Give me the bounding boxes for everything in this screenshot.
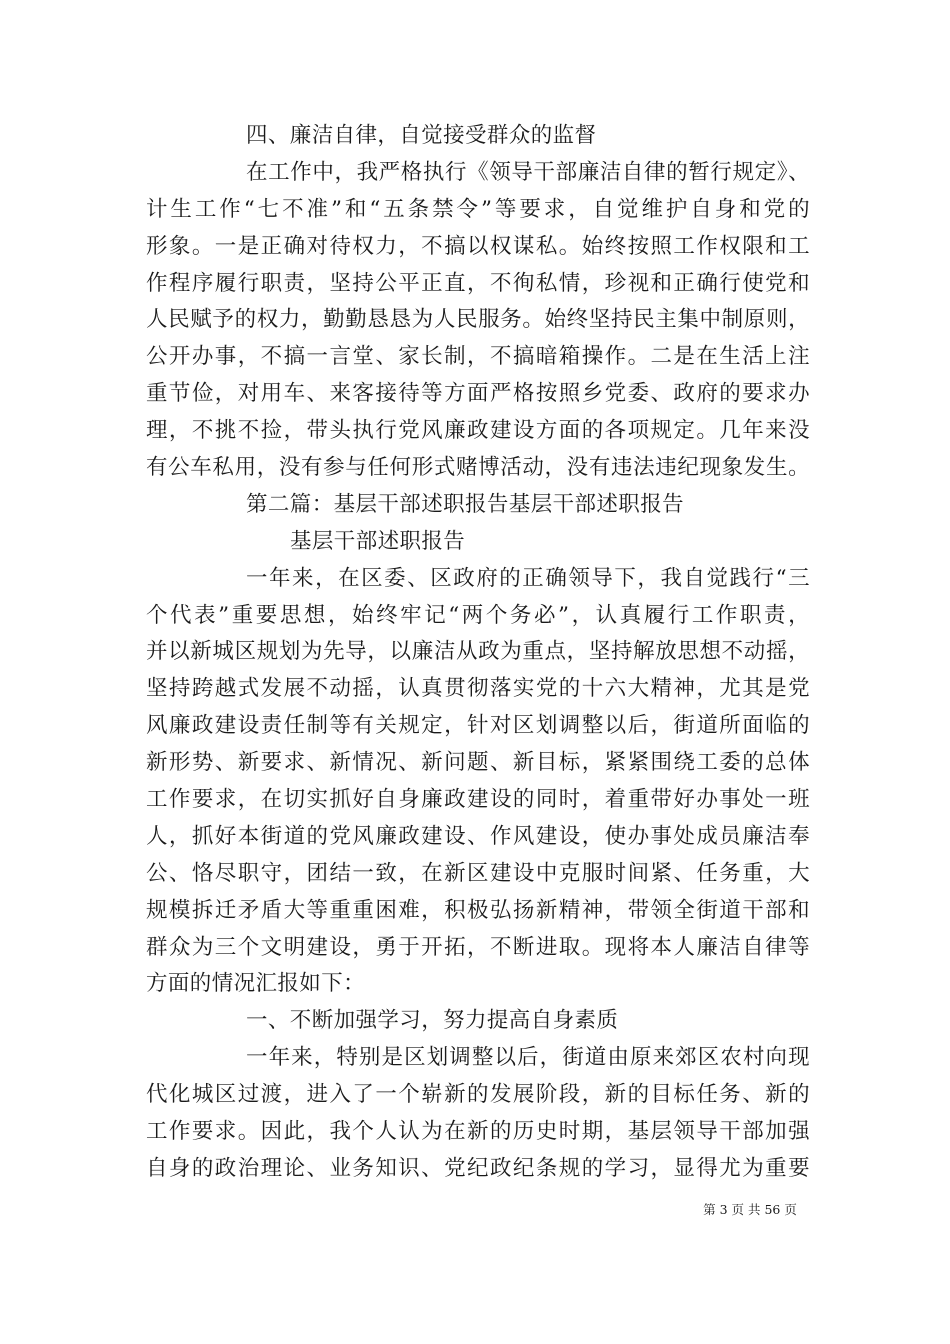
body-line: 重节俭，对用车、来客接待等方面严格按照乡党委、政府的要求办 — [146, 381, 810, 407]
page-number: 第 3 页 共 56 页 — [703, 1202, 797, 1217]
body-line: 一年来，在区委、区政府的正确领导下，我自觉践行“三 — [246, 565, 810, 591]
body-line: 代化城区过渡，进入了一个崭新的发展阶段，新的目标任务、新的 — [146, 1082, 810, 1108]
body-line: 风廉政建设责任制等有关规定，针对区划调整以后，街道所面临的 — [146, 713, 810, 739]
body-line: 一年来，特别是区划调整以后，街道由原来郊区农村向现 — [246, 1045, 810, 1071]
body-line: 形象。一是正确对待权力，不搞以权谋私。始终按照工作权限和工 — [146, 233, 810, 259]
body-line: 新形势、新要求、新情况、新问题、新目标，紧紧围绕工委的总体 — [146, 750, 810, 776]
section-heading: 一、不断加强学习，努力提高自身素质 — [246, 1008, 619, 1034]
page-footer — [600, 1200, 900, 1218]
body-line: 工作要求，在切实抓好自身廉政建设的同时，着重带好办事处一班 — [146, 787, 810, 813]
body-line: 坚持跨越式发展不动摇，认真贯彻落实党的十六大精神，尤其是党 — [146, 676, 810, 702]
section-heading: 四、廉洁自律，自觉接受群众的监督 — [246, 123, 597, 148]
body-line: 规模拆迁矛盾大等重重困难，积极弘扬新精神，带领全街道干部和 — [146, 897, 810, 923]
body-line: 有公车私用，没有参与任何形式赌博活动，没有违法违纪现象发生。 — [146, 455, 810, 481]
body-line: 群众为三个文明建设，勇于开拓，不断进取。现将本人廉洁自律等 — [146, 934, 810, 960]
report-title: 基层干部述职报告 — [290, 528, 466, 554]
document-body — [146, 118, 810, 1188]
body-line: 并以新城区规划为先导，以廉洁从政为重点，坚持解放思想不动摇， — [146, 639, 810, 665]
body-line: 在工作中，我严格执行《领导干部廉洁自律的暂行规定》、 — [246, 159, 810, 185]
body-line: 作程序履行职责，坚持公平正直，不徇私情，珍视和正确行使党和 — [146, 270, 810, 296]
body-line: 计生工作“七不准”和“五条禁令”等要求，自觉维护自身和党的 — [146, 196, 810, 222]
body-line: 公、恪尽职守，团结一致，在新区建设中克服时间紧、任务重，大 — [146, 860, 810, 886]
body-line: 个代表”重要思想，始终牢记“两个务必”，认真履行工作职责， — [146, 602, 810, 628]
body-line: 人，抓好本街道的党风廉政建设、作风建设，使办事处成员廉洁奉 — [146, 823, 810, 849]
body-line: 人民赋予的权力，勤勤恳恳为人民服务。始终坚持民主集中制原则， — [146, 307, 810, 333]
body-line: 工作要求。因此，我个人认为在新的历史时期，基层领导干部加强 — [146, 1119, 810, 1145]
body-line: 公开办事，不搞一言堂、家长制，不搞暗箱操作。二是在生活上注 — [146, 344, 810, 370]
body-line: 方面的情况汇报如下： — [146, 971, 366, 997]
body-line: 自身的政治理论、业务知识、党纪政纪条规的学习，显得尤为重要 — [146, 1155, 810, 1181]
body-line: 理，不挑不捡，带头执行党风廉政建设方面的各项规定。几年来没 — [146, 418, 810, 444]
section-heading: 第二篇：基层干部述职报告基层干部述职报告 — [246, 491, 685, 517]
